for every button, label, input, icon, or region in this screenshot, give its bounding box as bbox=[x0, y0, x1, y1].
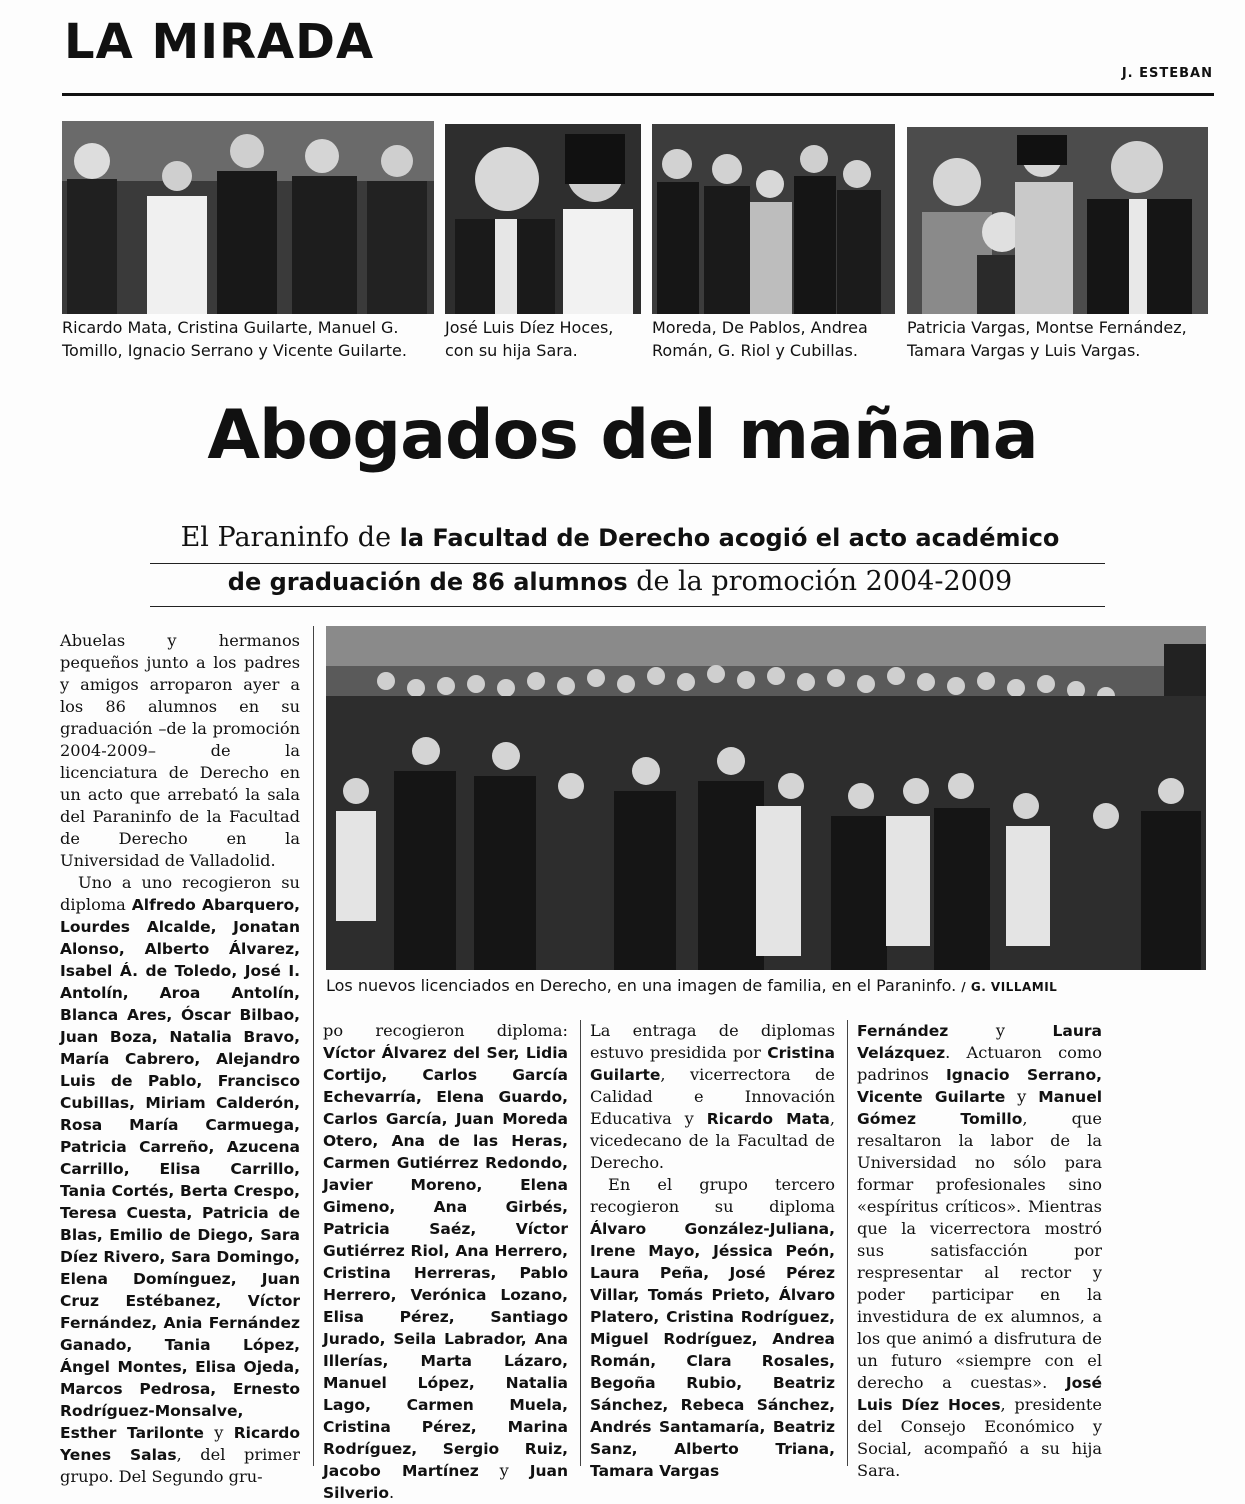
subheadline-line-1: El Paraninfo de la Facultad de Derecho acogió el acto académico bbox=[180, 522, 1060, 553]
graduation-group-photo bbox=[326, 626, 1206, 970]
body-column-4: Fernández y Laura Velázquez. Actuaron como padrinos Ignacio Serrano, Vicente Guilarte y Manuel Gómez Tomillo, que resaltaron la labor de la Universidad no sólo para formar profesionales sino «espíritus críticos». Mientras que la vicerrectora mostró sus satisfacción por respresentar al rector y poder participar en la investidura de ex alumnos, a los que animó a disfrutura de un futuro «siempre con el derecho a cuestas». José Luis Díez Hoces, presidente del Consejo Económico y Social, acompañó a su hija Sara. bbox=[857, 1021, 1103, 1480]
body-column-2: po recogieron diploma: Víctor Álvarez del Ser, Lidia Cortijo, Carlos García Echevarría, Elena Guardo, Carlos García, Juan Moreda Otero, Ana de las Heras, Carmen Gutiérrez Redondo, Javier Moreno, Elena Gimeno, Ana Girbés, Patricia Saéz, Víctor Gutiérrez Riol, Ana Herrero, Cristina Herreras, Pablo Herrero, Verónica Lozano, Elisa Pérez, Santiago Jurado, Seila Labrador, Ana Illerías, Marta Lázaro, Manuel López, Natalia Lago, Carmen Muela, Cristina Pérez, Marina Rodríguez, Sergio Ruiz, Jacobo Martínez y Juan Silverio. bbox=[323, 1021, 569, 1502]
section-title: LA MIRADA bbox=[64, 14, 375, 70]
main-photo-caption: Los nuevos licenciados en Derecho, en una imagen de familia, en el Paraninfo. / G. VILLAMIL bbox=[326, 976, 1058, 995]
subhead-rule-2 bbox=[150, 606, 1105, 607]
body-paragraph-1: Abuelas y hermanos pequeños junto a los padres y amigos arroparon ayer a los 86 alumnos en su graduación –de la promoción 2004-2009– de la licenciatura de Derecho en un acto que arrebató la sala del Paraninfo de la Facultad de Derecho en la Universidad de Valladolid. bbox=[60, 631, 300, 870]
photo-group-3 bbox=[652, 124, 895, 314]
photo-diez-hoces bbox=[445, 124, 641, 314]
column-divider bbox=[847, 1020, 848, 1466]
photo-caption-3: Moreda, De Pablos, Andrea Román, G. Riol y Cubillas. bbox=[652, 318, 868, 360]
photo-group-1 bbox=[62, 121, 434, 314]
column-divider bbox=[580, 1020, 581, 1466]
photographer-byline: J. ESTEBAN bbox=[1121, 66, 1213, 81]
photo-caption-1: Ricardo Mata, Cristina Guilarte, Manuel G. Tomillo, Ignacio Serrano y Vicente Guilarte. bbox=[62, 318, 407, 360]
photo-vargas-family bbox=[907, 127, 1208, 314]
subheadline-line-2: de graduación de 86 alumnos de la promoción 2004-2009 bbox=[227, 566, 1013, 597]
body-column-3: La entraga de diplomas estuvo presidida por Cristina Guilarte, vicerrectora de Calidad e Innovación Educativa y Ricardo Mata, vicedecano de la Facultad de Derecho. En el grupo tercero recogieron su diploma Álvaro González-Juliana, Irene Mayo, Jéssica Peón, Laura Peña, José Pérez Villar, Tomás Prieto, Álvaro Platero, Cristina Rodríguez, Miguel Rodríguez, Andrea Román, Clara Rosales, Begoña Rubio, Beatriz Sánchez, Rebeca Sánchez, Andrés Santamaría, Beatriz Sanz, Alberto Triana, Tamara Vargas bbox=[590, 1021, 835, 1480]
headline: Abogados del mañana bbox=[207, 396, 1038, 475]
photo-caption-2: José Luis Díez Hoces, con su hija Sara. bbox=[445, 318, 614, 360]
header-rule bbox=[62, 93, 1214, 96]
body-paragraph-2: Uno a uno recogieron su diploma Alfredo Abarquero, Lourdes Alcalde, Jonatan Alonso, Alberto Álvarez, Isabel Á. de Toledo, José I. Antolín, Aroa Antolín, Blanca Ares, Óscar Bilbao, Juan Boza, Natalia Bravo, María Cabrero, Alejandro Luis de Pablo, Francisco Cubillas, Miriam Calderón, Rosa María Carmuega, Patricia Carreño, Azucena Carrillo, Elisa Carrillo, Tania Cortés, Berta Crespo, Teresa Cuesta, Patricia de Blas, Emilio de Diego, Sara Díez Rivero, Sara Domingo, Elena Domínguez, Juan Cruz Estébanez, Víctor Fernández, Ania Fernández Ganado, Tania López, Ángel Montes, Elisa Ojeda, Marcos Pedrosa, Ernesto Rodríguez-Monsalve, Esther Tarilonte y Ricardo Yenes Salas, del primer grupo. Del Segundo gru- bbox=[60, 873, 300, 1486]
photo-caption-4: Patricia Vargas, Montse Fernández, Tamara Vargas y Luis Vargas. bbox=[907, 318, 1187, 360]
body-column-1 bbox=[60, 630, 300, 1488]
column-divider bbox=[313, 626, 314, 1466]
photo-credit: / G. VILLAMIL bbox=[961, 980, 1058, 994]
